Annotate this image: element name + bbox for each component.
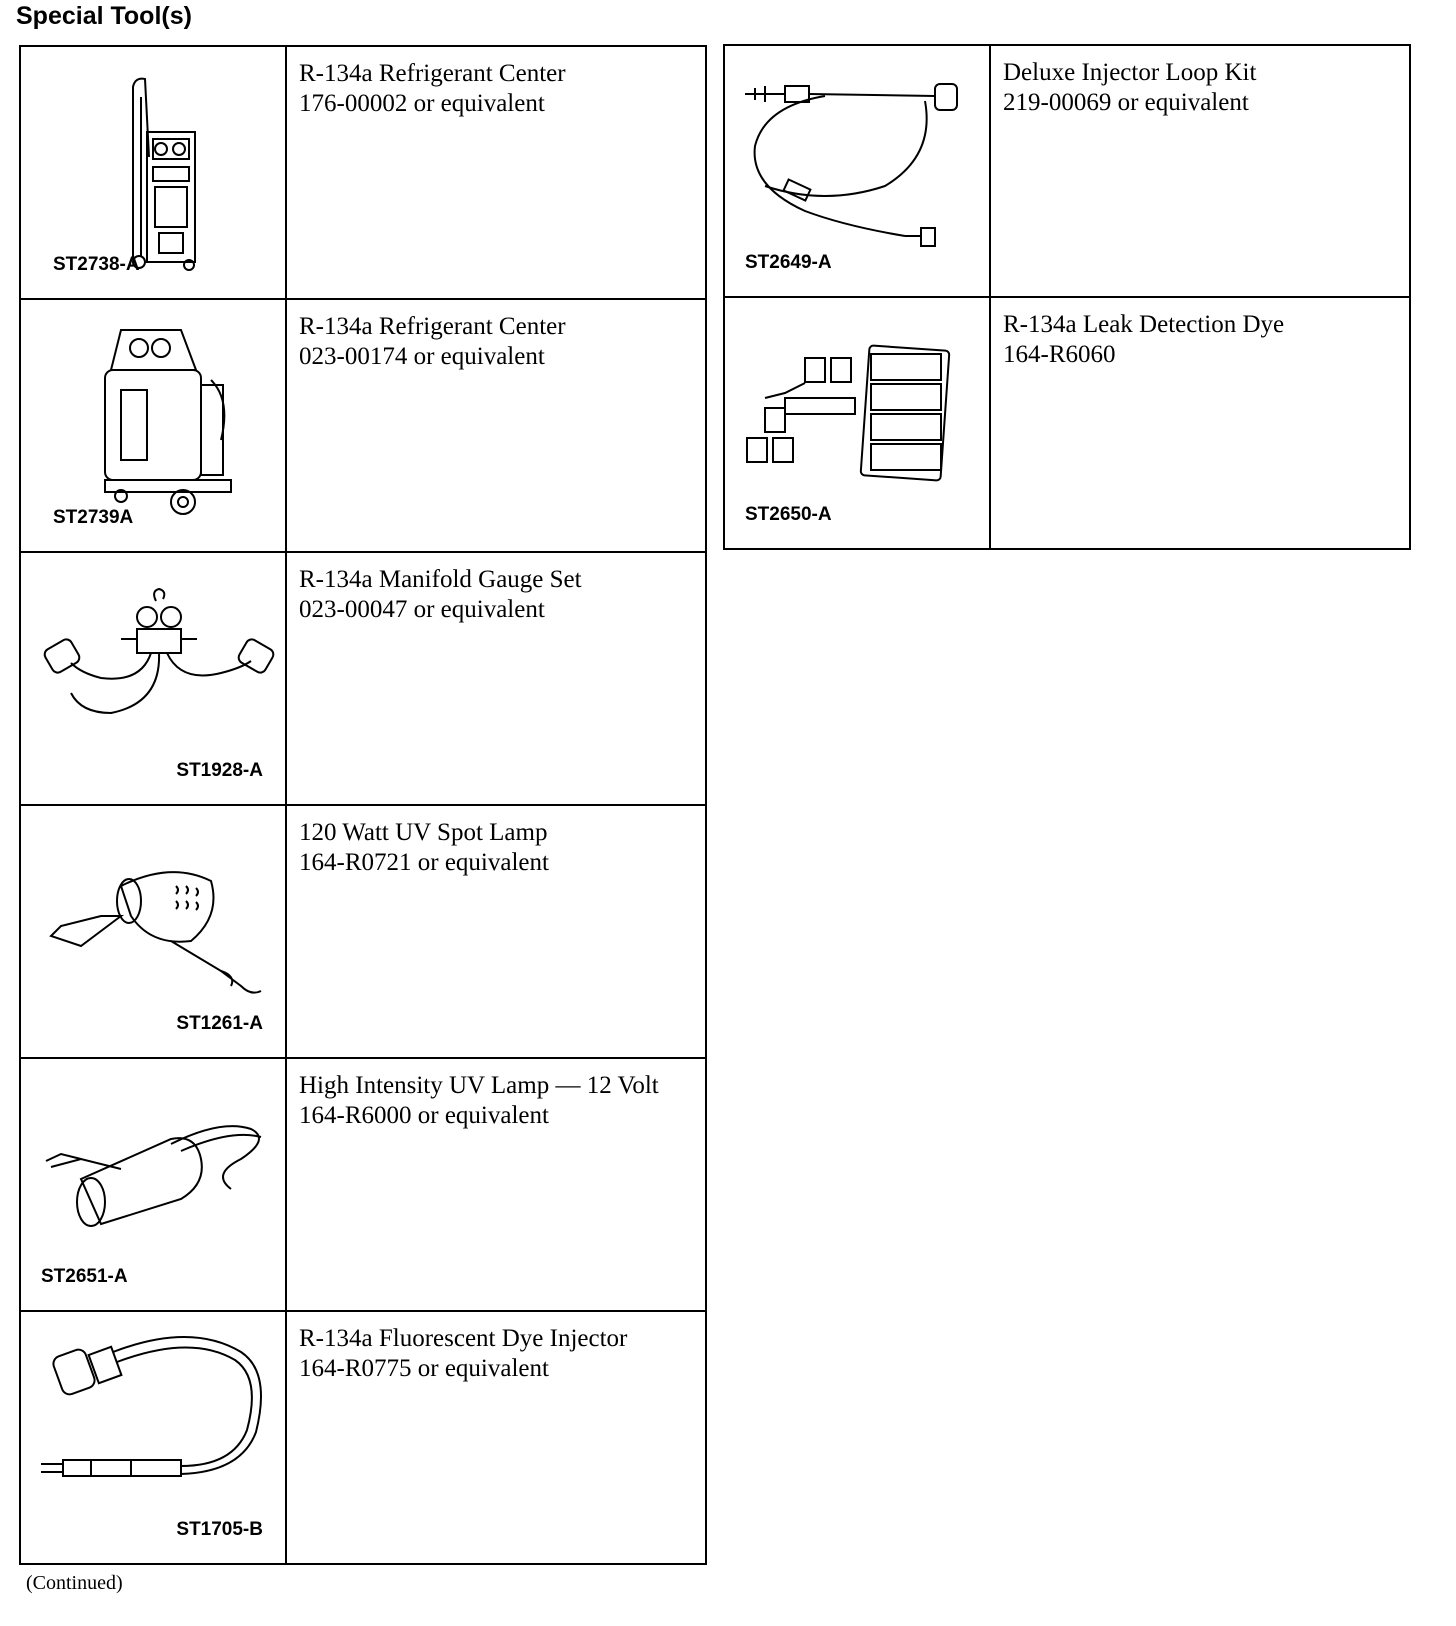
tool-name: R-134a Manifold Gauge Set (299, 566, 582, 593)
tool-part-number: 164-R6000 or equivalent (299, 1102, 549, 1129)
tool-row (20, 1311, 706, 1564)
tool-part-number: 164-R6060 (1003, 341, 1116, 368)
tool-part-number: 023-00174 or equivalent (299, 343, 545, 370)
continued-note: (Continued) (26, 1572, 123, 1594)
tool-illustration-cell (20, 552, 286, 805)
tool-illustration-cell (724, 45, 990, 297)
tool-part-number: 164-R0721 or equivalent (299, 849, 549, 876)
tool-row (724, 297, 1410, 549)
tool-description-cell (286, 552, 706, 805)
special-tools-table-right (723, 44, 1411, 550)
tool-code: ST2650-A (745, 504, 832, 525)
tool-name: Deluxe Injector Loop Kit (1003, 59, 1257, 86)
tool-row (20, 552, 706, 805)
tool-name: R-134a Refrigerant Center (299, 313, 566, 340)
tool-row (20, 299, 706, 552)
tool-description-cell (990, 45, 1410, 297)
tool-code: ST1705-B (176, 1519, 263, 1540)
tool-name: 120 Watt UV Spot Lamp (299, 819, 548, 846)
tool-part-number: 176-00002 or equivalent (299, 90, 545, 117)
tool-illustration-cell (20, 299, 286, 552)
tool-description-cell (286, 46, 706, 299)
tool-description-cell (286, 1058, 706, 1311)
tool-illustration-cell (724, 297, 990, 549)
tool-code: ST2739A (53, 507, 134, 528)
tool-description-cell (286, 299, 706, 552)
tool-illustration-cell (20, 1311, 286, 1564)
tool-illustration-cell (20, 46, 286, 299)
tool-code: ST2649-A (745, 252, 832, 273)
special-tools-table-left (19, 45, 707, 1565)
tool-name: R-134a Refrigerant Center (299, 60, 566, 87)
tool-description-cell (286, 1311, 706, 1564)
tool-code: ST1261-A (176, 1013, 263, 1034)
tool-part-number: 164-R0775 or equivalent (299, 1355, 549, 1382)
tool-code: ST2738-A (53, 254, 140, 275)
tool-part-number: 023-00047 or equivalent (299, 596, 545, 623)
tool-row (20, 46, 706, 299)
tool-name: R-134a Leak Detection Dye (1003, 311, 1285, 338)
page-title: Special Tool(s) (16, 2, 192, 30)
tool-row (724, 45, 1410, 297)
tool-row (20, 805, 706, 1058)
tool-code: ST1928-A (176, 760, 263, 781)
tool-name: High Intensity UV Lamp — 12 Volt (299, 1072, 659, 1099)
tool-illustration-cell (20, 1058, 286, 1311)
tool-code: ST2651-A (41, 1266, 128, 1287)
tool-name: R-134a Fluorescent Dye Injector (299, 1325, 628, 1352)
tool-row (20, 1058, 706, 1311)
tool-description-cell (990, 297, 1410, 549)
tool-description-cell (286, 805, 706, 1058)
tool-illustration-cell (20, 805, 286, 1058)
tool-part-number: 219-00069 or equivalent (1003, 89, 1249, 116)
